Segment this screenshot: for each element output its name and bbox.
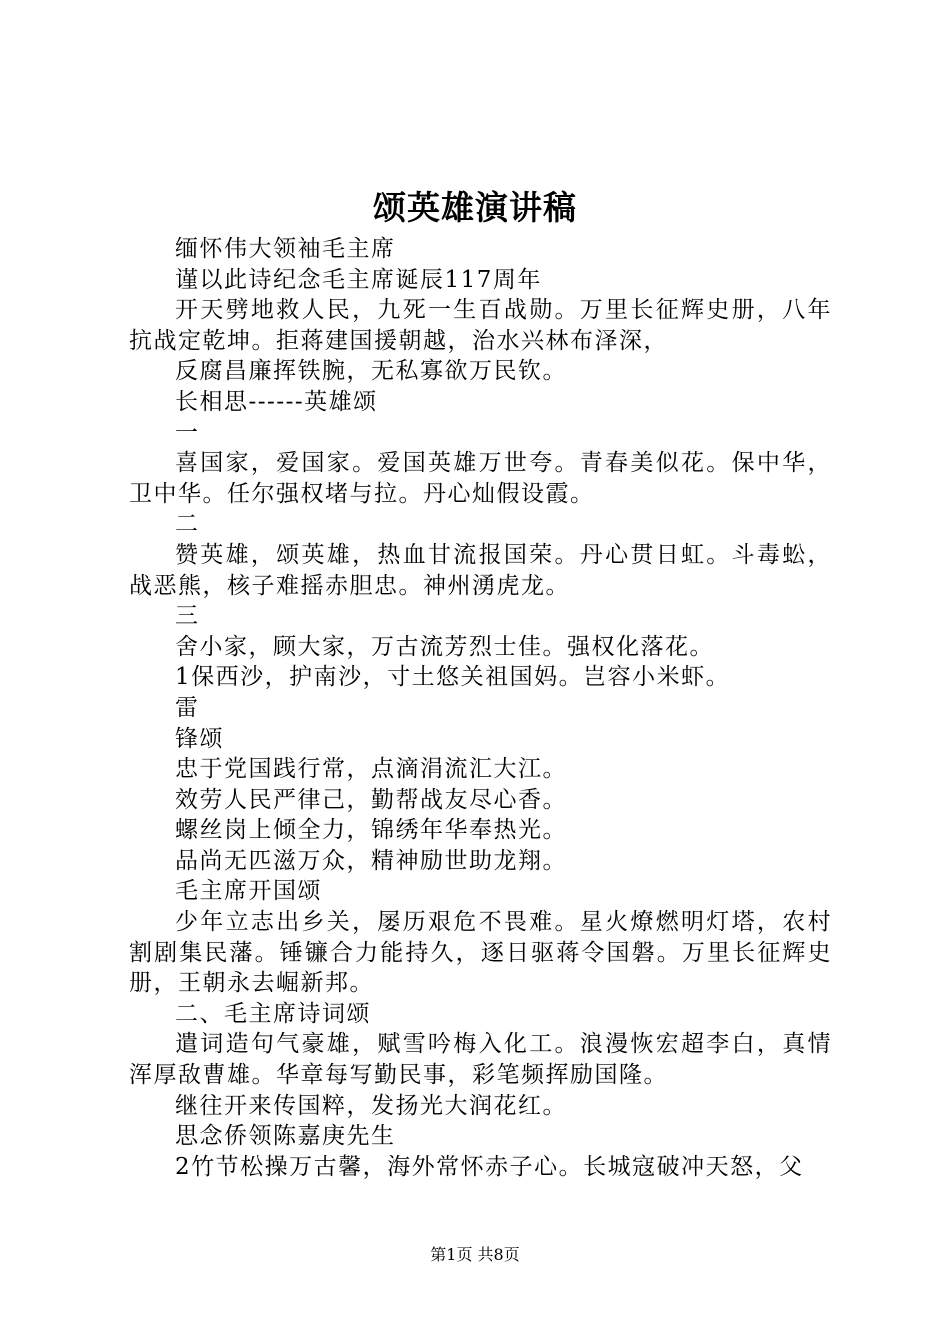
paragraph: 二、毛主席诗词颂 [175, 1000, 371, 1027]
paragraph: 忠于党国践行常，点滴涓流汇大江。 [175, 756, 567, 783]
paragraph: 1保西沙，护南沙，寸土悠关祖国妈。岂容小米虾。 [175, 664, 731, 691]
paragraph: 锋颂 [175, 725, 224, 752]
document-title: 颂英雄演讲稿 [373, 188, 577, 227]
paragraph: 开天劈地救人民，九死一生百战勋。万里长征辉史册，八年抗战定乾坤。拒蒋建国援朝越，治水兴林布泽深， [129, 297, 832, 354]
paragraph: 继往开来传国粹，发扬光大润花红。 [175, 1092, 567, 1119]
paragraph: 思念侨领陈嘉庚先生 [175, 1123, 396, 1150]
paragraph: 赞英雄，颂英雄，热血甘流报国荣。丹心贯日虹。斗毒蚣，战恶熊，核子难摇赤胆忠。神州湧虎龙。 [129, 541, 832, 599]
paragraph: 反腐昌廉挥铁腕，无私寡欲万民钦。 [175, 358, 567, 385]
paragraph: 缅怀伟大领袖毛主席 [175, 236, 396, 262]
document-body [129, 234, 832, 1182]
paragraph: 一 [175, 419, 200, 446]
paragraph: 毛主席开国颂 [175, 878, 322, 905]
paragraph: 喜国家，爱国家。爱国英雄万世夸。青春美似花。保中华，卫中华。任尔强权堵与拉。丹心灿假设霞。 [129, 450, 832, 507]
paragraph: 谨以此诗纪念毛主席诞辰117周年 [175, 266, 542, 293]
paragraph: 2竹节松操万古馨，海外常怀赤子心。长城寇破冲天怒，父 [175, 1153, 804, 1180]
page-footer: 第1页 共8页 [430, 1245, 520, 1264]
paragraph: 螺丝岗上倾全力，锦绣年华奉热光。 [175, 817, 567, 844]
paragraph: 遣词造句气豪雄，赋雪吟梅入化工。浪漫恢宏超李白，真情浑厚敌曹雄。华章每写勤民事，彩笔频挥励国隆。 [129, 1031, 832, 1089]
paragraph: 品尚无匹滋万众，精神励世助龙翔。 [175, 847, 567, 874]
paragraph: 二 [175, 511, 200, 538]
paragraph: 三 [175, 603, 200, 630]
paragraph: 效劳人民严律己，勤帮战友尽心香。 [175, 786, 567, 813]
paragraph: 雷 [175, 694, 200, 721]
paragraph: 少年立志出乡关，屡历艰危不畏难。星火燎燃明灯塔，农村割剧集民藩。锤镰合力能持久，逐日驱蒋令国磐。万里长征辉史册，王朝永去崛新邦。 [129, 909, 832, 997]
paragraph: 舍小家，顾大家，万古流芳烈士佳。强权化落花。 [175, 633, 714, 660]
paragraph: 长相思------英雄颂 [175, 388, 378, 415]
